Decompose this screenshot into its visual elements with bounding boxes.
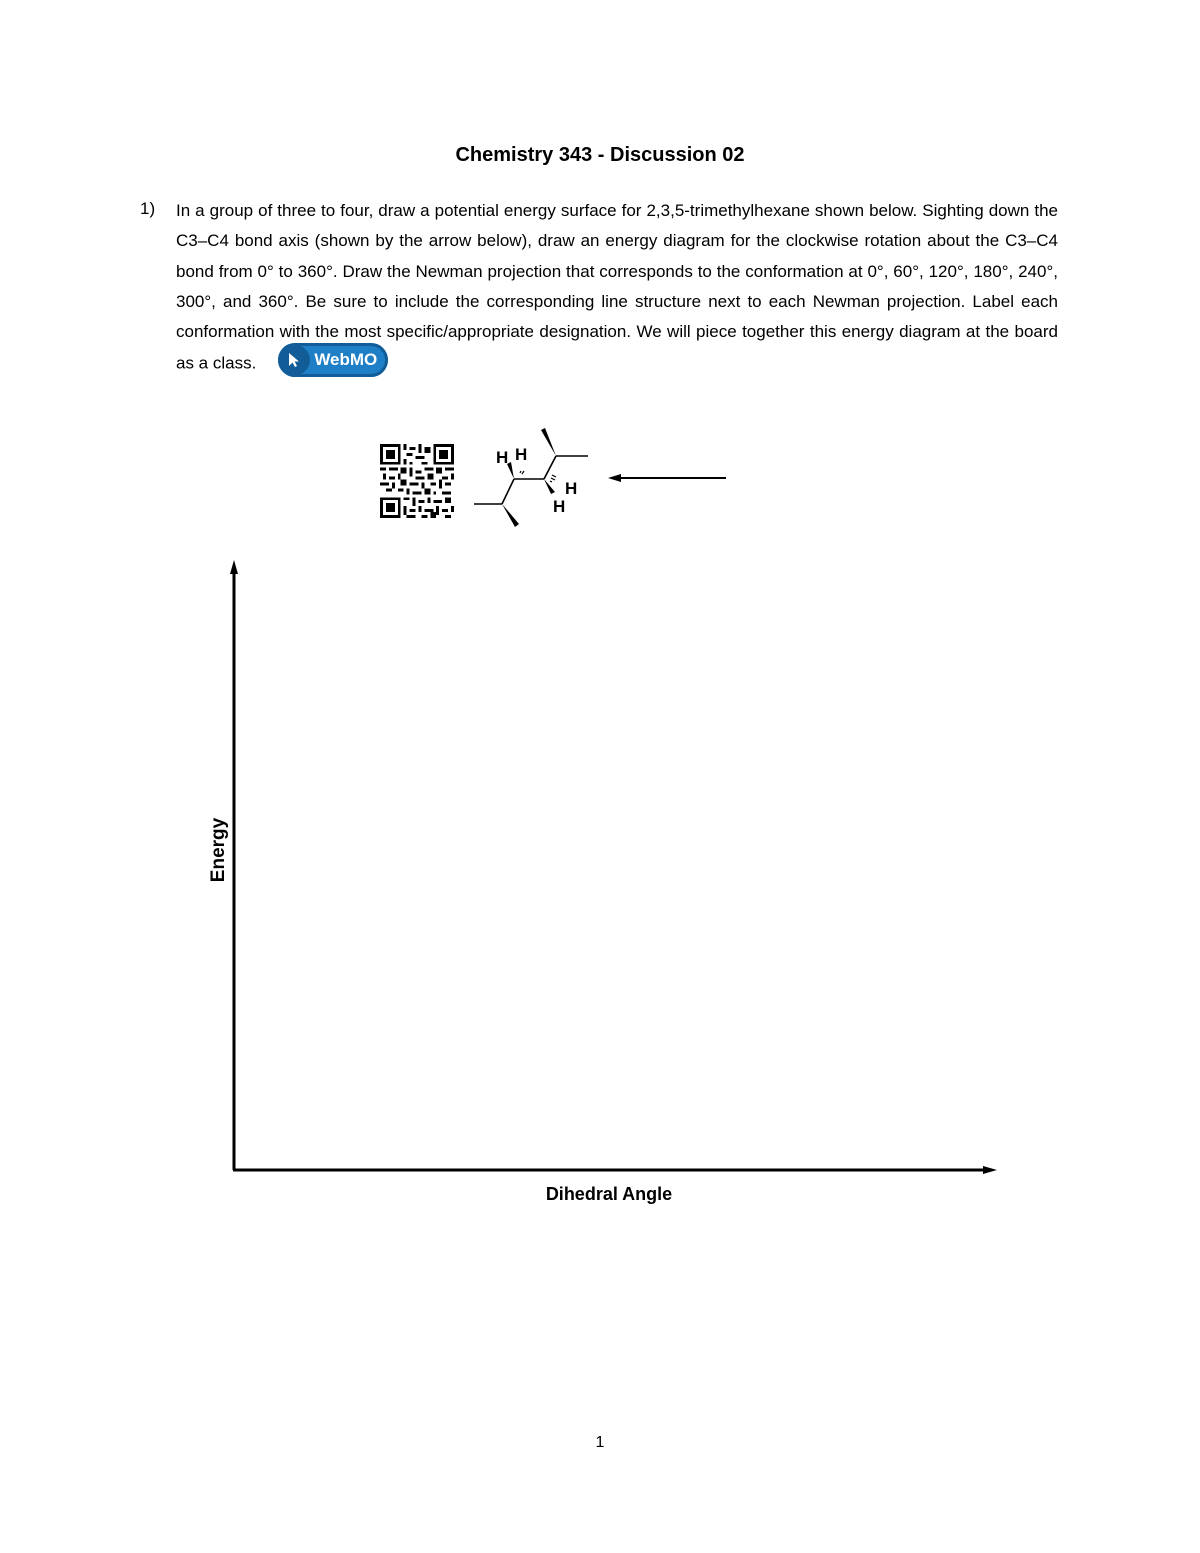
webmo-label: WebMO xyxy=(314,350,378,370)
h-atom-label: H xyxy=(565,479,578,498)
h-atom-label: H xyxy=(496,448,509,467)
y-axis-label: Energy xyxy=(208,817,229,883)
page-title: Chemistry 343 - Discussion 02 xyxy=(455,144,745,166)
x-axis-label: Dihedral Angle xyxy=(545,1184,673,1204)
h-atom-label: H xyxy=(553,497,566,516)
x-axis-arrowhead xyxy=(983,1166,997,1174)
page-number: 1 xyxy=(595,1434,605,1451)
question-text: In a group of three to four, draw a potential energy surface for 2,3,5-trimethylhexane shown below. Sighting down the C3–C4 bond axis (shown by the arrow below), draw an energy diagram for the clockwise rotation about the C3–C4 bond from 0° to 360°. Draw the Newman projection that corresponds to the conformation at 0°, 60°, 120°, 180°, 240°, 300°, and 360°. Be sure to include the corresponding line structure next to each Newman projection. Label each conformation with the most specific/appropriate designation. We will piece together this energy diagram at the board as a class. xyxy=(176,201,1058,373)
y-axis-arrowhead xyxy=(230,560,238,574)
question-number: 1) xyxy=(140,199,156,218)
h-atom-label: H xyxy=(515,445,528,464)
